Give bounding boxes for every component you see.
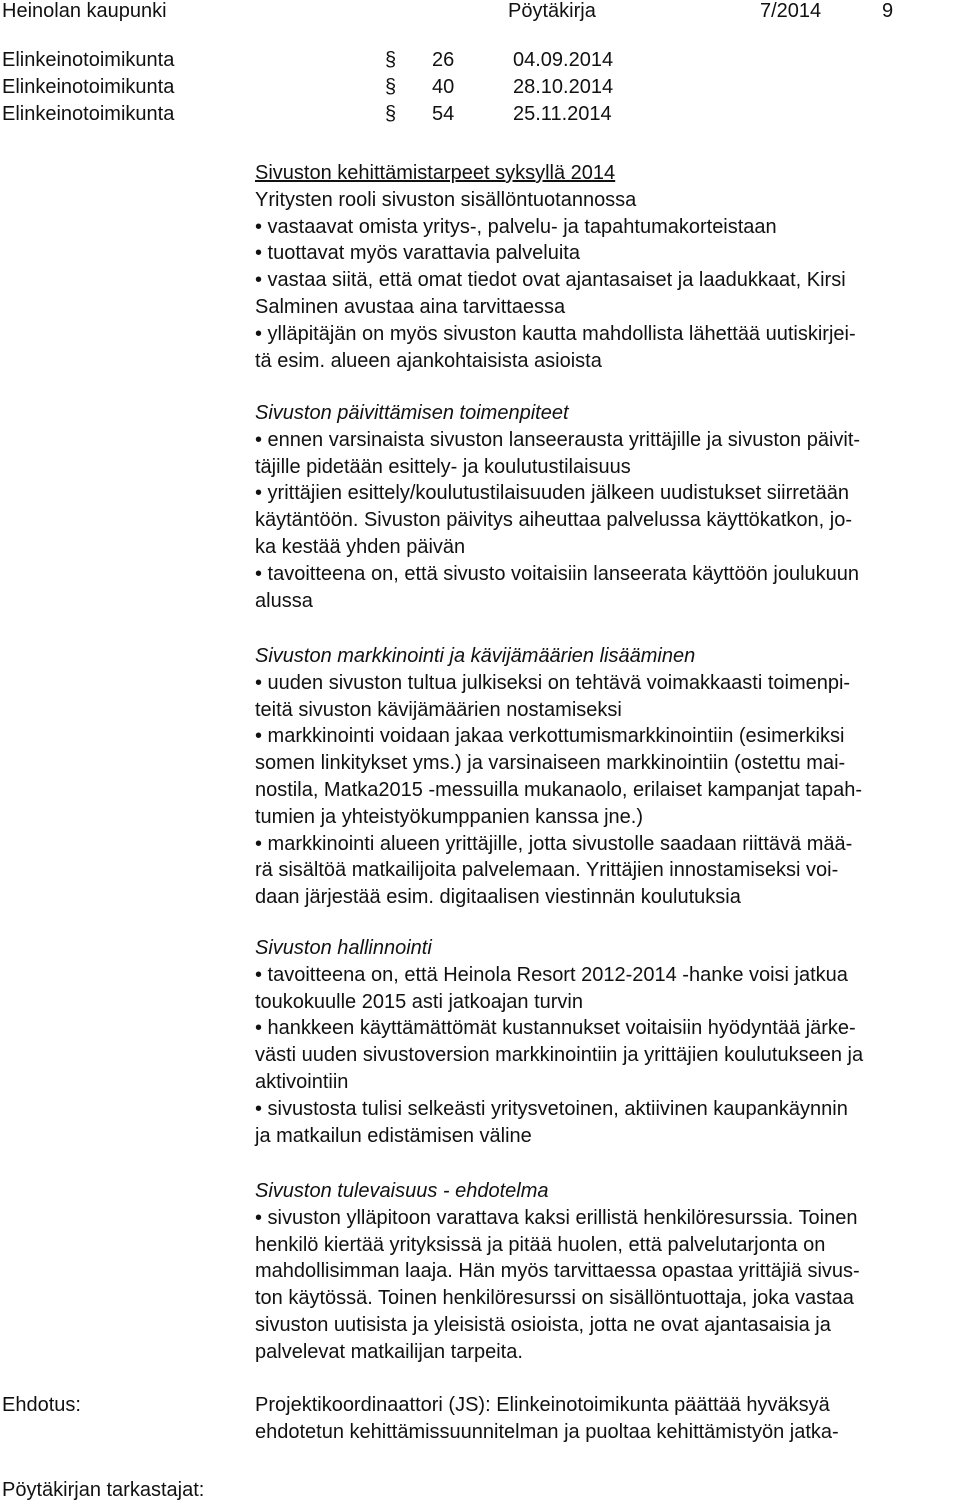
- minutes-checkers-label: Pöytäkirjan tarkastajat:: [2, 1479, 205, 1501]
- section-line: tumien ja yhteistyökumppanien kanssa jne.): [255, 805, 643, 828]
- section-line: somen linkitykset yms.) ja varsinaiseen markkinointiin (ostettu mai-: [255, 752, 846, 775]
- section-line: teitä sivuston kävijämäärien nostamiseksi: [255, 698, 622, 721]
- proposal-line: ehdotetun kehittämissuunnitelman ja puoltaa kehittämistyön jatka-: [255, 1420, 839, 1443]
- reference-date: 04.09.2014: [513, 49, 614, 71]
- intro-line: • ylläpitäjän on myös sivuston kautta mahdollista lähettää uutiskirjei-: [255, 322, 856, 345]
- section-heading: Sivuston tulevaisuus - ehdotelma: [255, 1180, 549, 1202]
- section-administration: [255, 935, 960, 1149]
- reference-number: 40: [432, 76, 455, 98]
- page-number: 9: [882, 0, 894, 22]
- organization-name: Heinolan kaupunki: [2, 0, 167, 22]
- intro-line: Salminen avustaa aina tarvittaessa: [255, 295, 566, 318]
- proposal-label: Ehdotus:: [2, 1394, 81, 1416]
- reference-date: 25.11.2014: [513, 103, 612, 125]
- proposal-text: [255, 1392, 960, 1446]
- section-sign: §: [385, 76, 397, 98]
- intro-line: • vastaavat omista yritys-, palvelu- ja tapahtumakorteistaan: [255, 215, 777, 238]
- proposal-line: Projektikoordinaattori (JS): Elinkeinotoimikunta päättää hyväksyä: [255, 1394, 830, 1416]
- intro-line: Yritysten rooli sivuston sisällöntuotannossa: [255, 188, 637, 211]
- section-line: • hankkeen käyttämättömät kustannukset voitaisiin hyödyntää järke-: [255, 1017, 856, 1040]
- section-line: • markkinointi alueen yrittäjille, jotta sivustolle saadaan riittävä mää-: [255, 832, 853, 855]
- section-line: aktivointiin: [255, 1070, 349, 1093]
- section-line: • markkinointi voidaan jakaa verkottumismarkkinointiin (esimerkiksi: [255, 725, 845, 748]
- reference-body: Elinkeinotoimikunta: [2, 76, 175, 98]
- section-future: [255, 1178, 960, 1366]
- section-line: • sivustosta tulisi selkeästi yritysvetoinen, aktiivinen kaupankäynnin: [255, 1097, 848, 1120]
- intro-line: • tuottavat myös varattavia palveluita: [255, 242, 580, 265]
- reference-number: 26: [432, 49, 455, 71]
- section-line: • tavoitteena on, että sivusto voitaisiin lanseerata käyttöön joulukuun: [255, 562, 860, 585]
- section-line: rä sisältöä matkailijoita palvelemaan. Yrittäjien innostamiseksi voi-: [255, 859, 839, 882]
- section-sign: §: [385, 49, 397, 71]
- reference-body: Elinkeinotoimikunta: [2, 49, 175, 71]
- intro-block: [255, 160, 960, 374]
- section-line: ka kestää yhden päivän: [255, 535, 466, 558]
- intro-heading: Sivuston kehittämistarpeet syksyllä 2014: [255, 162, 616, 184]
- section-line: • yrittäjien esittely/koulutustilaisuuden jälkeen uudistukset siirretään: [255, 482, 849, 505]
- section-line: ton käytössä. Toinen henkilöresurssi on sisällöntuottaja, joka vastaa: [255, 1287, 854, 1310]
- section-line: henkilö kiertää yrityksissä ja pitää huolen, että palvelutarjonta on: [255, 1233, 826, 1256]
- section-line: daan järjestää esim. digitaalisen viestinnän koulutuksia: [255, 886, 741, 909]
- intro-line: tä esim. alueen ajankohtaisista asioista: [255, 349, 602, 372]
- section-updating: [255, 400, 960, 614]
- reference-date: 28.10.2014: [513, 76, 614, 98]
- document-type: Pöytäkirja: [508, 0, 596, 22]
- section-heading: Sivuston markkinointi ja kävijämäärien lisääminen: [255, 645, 696, 667]
- section-line: alussa: [255, 589, 313, 612]
- section-marketing: [255, 643, 960, 911]
- section-line: • uuden sivuston tultua julkiseksi on tehtävä voimakkaasti toimenpi-: [255, 671, 851, 694]
- reference-number: 54: [432, 103, 455, 125]
- section-line: sivuston uutisista ja yleisistä osioista, jotta ne ovat ajantasaisia ja: [255, 1313, 831, 1336]
- intro-line: • vastaa siitä, että omat tiedot ovat ajantasaiset ja laadukkaat, Kirsi: [255, 269, 846, 292]
- section-line: nostila, Matka2015 -messuilla mukanaolo, erilaiset kampanjat tapah-: [255, 778, 862, 801]
- section-line: västi uuden sivustoversion markkinointiin ja yrittäjien koulutukseen ja: [255, 1044, 864, 1067]
- reference-body: Elinkeinotoimikunta: [2, 103, 175, 125]
- section-line: • ennen varsinaista sivuston lanseerausta yrittäjille ja sivuston päivit-: [255, 428, 861, 451]
- section-line: ja matkailun edistämisen väline: [255, 1124, 532, 1147]
- section-line: mahdollisimman laaja. Hän myös tarvittaessa opastaa yrittäjiä sivus-: [255, 1260, 860, 1283]
- section-heading: Sivuston päivittämisen toimenpiteet: [255, 402, 569, 424]
- document-number: 7/2014: [760, 0, 822, 22]
- section-line: käytäntöön. Sivuston päivitys aiheuttaa palvelussa käyttökatkon, jo-: [255, 509, 853, 532]
- section-line: • tavoitteena on, että Heinola Resort 2012-2014 -hanke voisi jatkua: [255, 963, 848, 986]
- section-line: täjille pidetään esittely- ja koulutustilaisuus: [255, 455, 631, 478]
- section-line: palvelevat matkailijan tarpeita.: [255, 1340, 523, 1363]
- section-line: • sivuston ylläpitoon varattava kaksi erillistä henkilöresurssia. Toinen: [255, 1206, 858, 1229]
- section-heading: Sivuston hallinnointi: [255, 937, 432, 959]
- section-line: toukokuulle 2015 asti jatkoajan turvin: [255, 990, 583, 1013]
- section-sign: §: [385, 103, 397, 125]
